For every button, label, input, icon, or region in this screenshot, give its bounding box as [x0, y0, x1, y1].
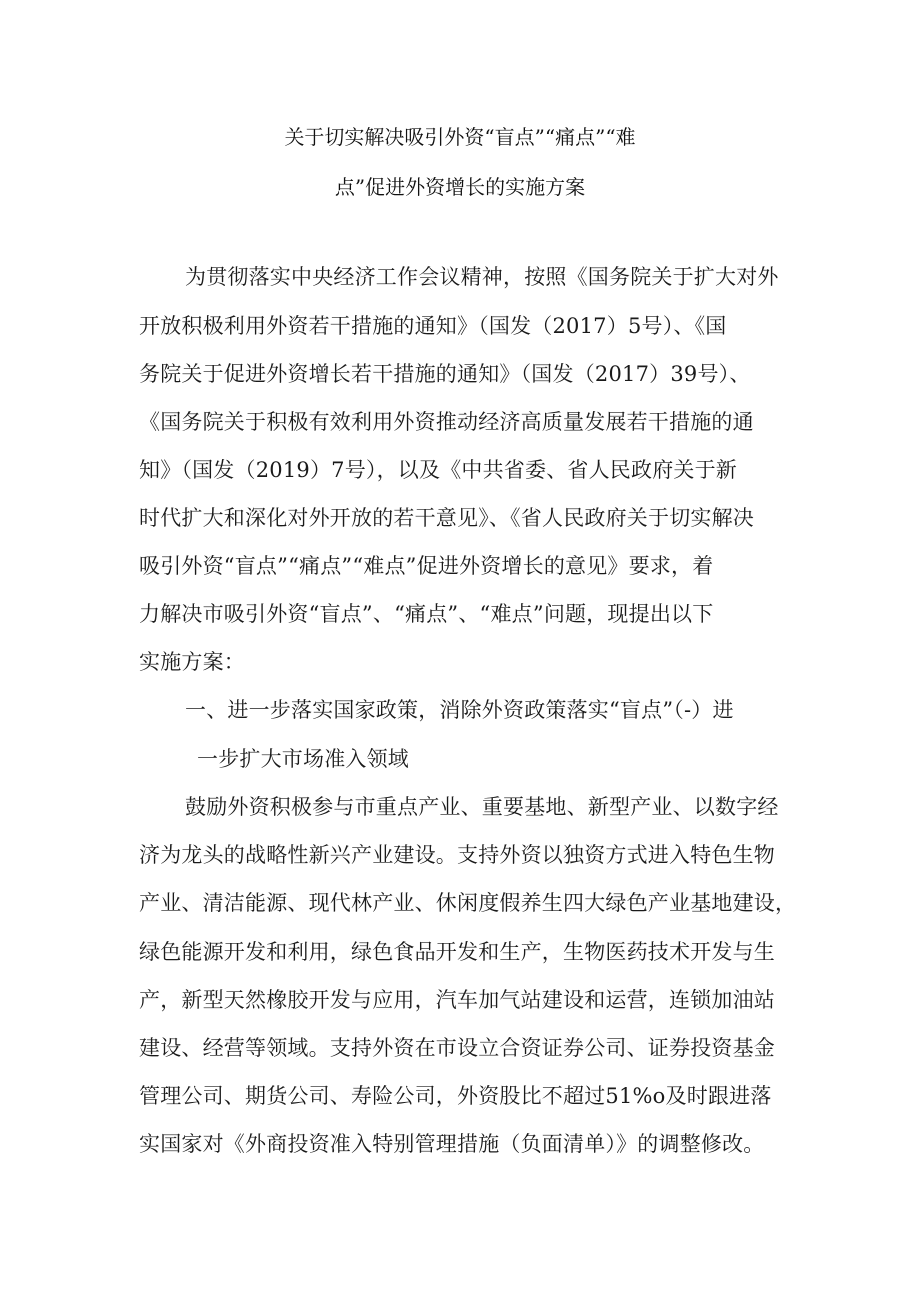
intro-paragraph-line: 知》（国发（2019）7号），以及《中共省委、省人民政府关于新 [139, 458, 738, 482]
section-heading-line: 一步扩大市场准入领域 [197, 747, 409, 771]
body-paragraph-line: 绿色能源开发和利用，绿色食品开发和生产，生物医药技术开发与生 [139, 940, 775, 964]
document-title-line-2: 点”促进外资增长的实施方案 [334, 175, 586, 199]
body-paragraph-line: 济为龙头的战略性新兴产业建设。支持外资以独资方式进入特色生物 [139, 843, 775, 867]
body-paragraph-line: 鼓励外资积极参与市重点产业、重要基地、新型产业、以数字经 [185, 795, 779, 819]
body-paragraph-line: 建设、经营等领域。支持外资在市设立合资证券公司、证券投资基金 [139, 1036, 775, 1060]
intro-paragraph-line: 实施方案： [139, 650, 245, 674]
intro-paragraph-line: 吸引外资“盲点”“痛点”“难点”促进外资增长的意见》要求，着 [139, 554, 714, 578]
intro-paragraph-line: 时代扩大和深化对外开放的若干意见》、《省人民政府关于切实解决 [139, 506, 754, 530]
body-paragraph-line: 实国家对《外商投资准入特别管理措施（负面清单）》的调整修改。 [139, 1132, 765, 1156]
intro-paragraph-line: 开放积极利用外资若干措施的通知》（国发（2017）5号）、《国 [139, 314, 727, 338]
section-heading-line: 一、进一步落实国家政策，消除外资政策落实“盲点”（-）进 [185, 698, 734, 722]
body-paragraph-line: 产业、清洁能源、现代林产业、休闲度假养生四大绿色产业基地建设， [139, 891, 797, 915]
intro-paragraph-line: 力解决市吸引外资“盲点”、“痛点”、“难点”问题，现提出以下 [139, 602, 714, 626]
body-paragraph-line: 管理公司、期货公司、寿险公司，外资股比不超过51%o及时跟进落 [139, 1084, 772, 1108]
intro-paragraph-line: 《国务院关于积极有效利用外资推动经济高质量发展若干措施的通 [139, 410, 754, 434]
document-title-line-1: 关于切实解决吸引外资“盲点”“痛点”“难 [284, 125, 636, 149]
intro-paragraph-line: 为贯彻落实中央经济工作会议精神，按照《国务院关于扩大对外 [185, 265, 779, 289]
intro-paragraph-line: 务院关于促进外资增长若干措施的通知》（国发（2017）39号）、 [139, 362, 751, 386]
body-paragraph-line: 产，新型天然橡胶开发与应用，汽车加气站建设和运营，连锁加油站 [139, 988, 775, 1012]
